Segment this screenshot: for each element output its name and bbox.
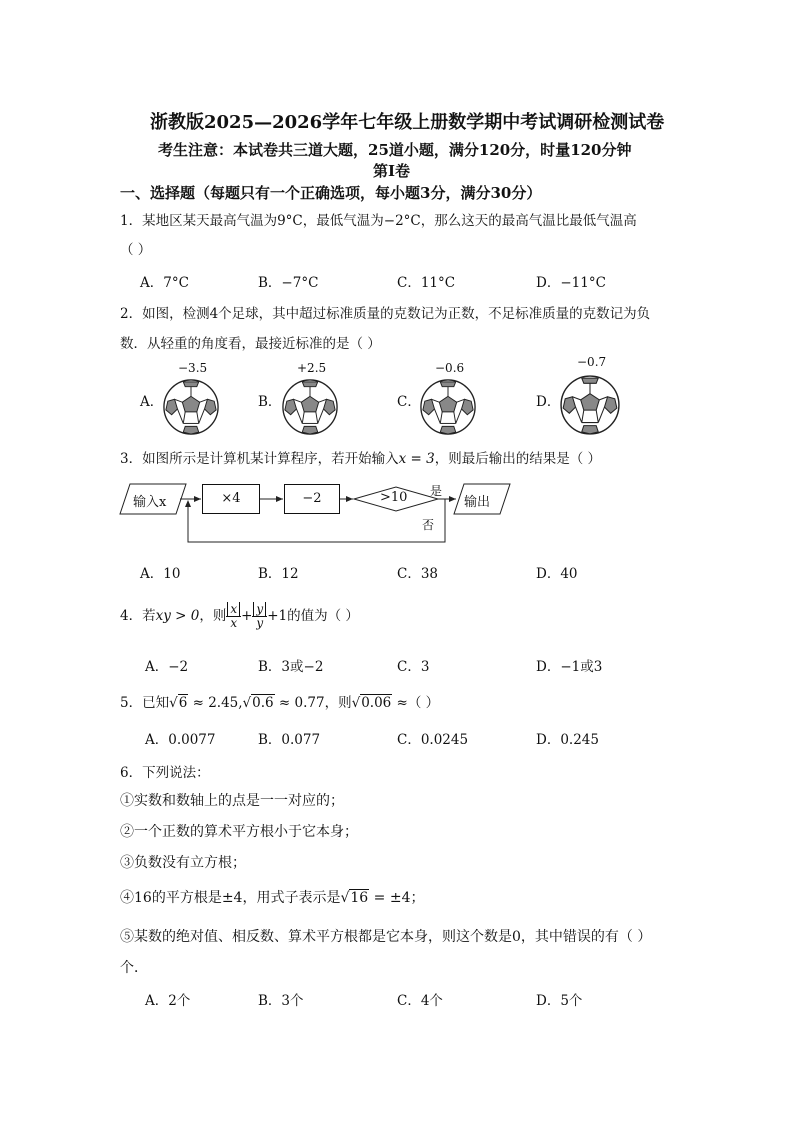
- statement-4-end: = ±4；: [369, 890, 425, 906]
- q4-frac2-num: y: [256, 602, 264, 616]
- q1-option-c[interactable]: C．11°C: [397, 275, 456, 291]
- q2-option-b[interactable]: B．: [258, 394, 282, 410]
- section-heading: 一、选择题（每题只有一个正确选项，每小题3分，满分30分）: [120, 184, 542, 202]
- flow-step2: −2: [302, 491, 322, 506]
- statement-5-end: 个．: [120, 960, 148, 976]
- soccer-ball-icon: [419, 378, 477, 436]
- question-3-text: [120, 447, 601, 467]
- statement-4: ④16的平方根是±4，用式子表示是√16 = ±4；: [120, 890, 425, 906]
- ball-a-value: −3.5: [178, 361, 208, 375]
- ball-b-value: +2.5: [297, 361, 327, 375]
- q4-prefix: 4．若: [120, 608, 156, 624]
- q6-option-c[interactable]: C．4个: [397, 993, 443, 1009]
- q2-option-d[interactable]: D．: [536, 394, 561, 410]
- q5-approx-1: ≈ 2.45,: [188, 695, 243, 711]
- q1-option-a[interactable]: A．7°C: [140, 275, 189, 291]
- question-2-text: 2．如图，检测4个足球，其中超过标准质量的克数记为正数，不足标准质量的克数记为负: [120, 306, 651, 322]
- q4-fraction-2: [252, 603, 267, 630]
- q4-suffix: +1的值为（ ）: [267, 608, 359, 624]
- question-3-prefix: 3．如图所示是计算机某计算程序，若开始输入: [120, 451, 399, 467]
- question-4-text: [120, 599, 359, 633]
- q6-option-a[interactable]: A．2个: [145, 993, 191, 1009]
- q3-option-b[interactable]: B．12: [258, 566, 299, 582]
- q4-option-b[interactable]: B．3或−2: [258, 659, 324, 675]
- q4-frac1-num: x: [230, 602, 238, 616]
- question-2-text-2: 数．从轻重的角度看，最接近标准的是（ ）: [120, 336, 381, 352]
- q4-fraction-1: [226, 603, 241, 630]
- q4-mid: ，则: [199, 608, 227, 624]
- ball-c-value: −0.6: [435, 361, 465, 375]
- q6-option-d[interactable]: D．5个: [536, 993, 583, 1009]
- q4-plus: +: [241, 608, 253, 624]
- question-3-input: x = 3: [398, 451, 435, 467]
- q4-option-d[interactable]: D．−1或3: [536, 659, 603, 675]
- statement-5: ⑤某数的绝对值、相反数、算术平方根都是它本身，则这个数是0，其中错误的有（ ）: [120, 929, 652, 945]
- ball-d-value: −0.7: [577, 355, 607, 369]
- q5-suffix: ≈（ ）: [392, 695, 440, 711]
- q5-option-a[interactable]: A．0.0077: [145, 732, 216, 748]
- q3-option-c[interactable]: C．38: [397, 566, 439, 582]
- question-5-text: 5．已知√6 ≈ 2.45,√0.6 ≈ 0.77，则√0.06 ≈（ ）: [120, 695, 440, 711]
- page-title: 浙教版2025—2026学年七年级上册数学期中考试调研检测试卷: [150, 112, 665, 133]
- flow-yes: 是: [430, 484, 443, 498]
- flow-subtract-box: [284, 484, 340, 514]
- soccer-ball-icon: [162, 378, 220, 436]
- soccer-ball-icon: [559, 374, 621, 436]
- statement-3: ③负数没有立方根；: [120, 855, 246, 871]
- question-1-text: 1．某地区某天最高气温为9°C，最低气温为−2°C，那么这天的最高气温比最低气温高: [120, 213, 637, 229]
- q1-option-d[interactable]: D．−11°C: [536, 275, 606, 291]
- q5-root-3: 0.06: [361, 695, 392, 711]
- statement-4-text: ④16的平方根是±4，用式子表示是: [120, 890, 341, 906]
- q5-option-b[interactable]: B．0.077: [258, 732, 321, 748]
- flow-no: 否: [422, 518, 435, 532]
- question-6-intro: 6．下列说法：: [120, 765, 210, 781]
- q5-option-d[interactable]: D．0.245: [536, 732, 599, 748]
- q6-option-b[interactable]: B．3个: [258, 993, 304, 1009]
- q5-option-c[interactable]: C．0.0245: [397, 732, 469, 748]
- flow-input: 输入x: [133, 495, 167, 510]
- q2-option-a[interactable]: A．: [140, 394, 164, 410]
- q1-option-b[interactable]: B．−7°C: [258, 275, 319, 291]
- statement-2: ②一个正数的算术平方根小于它本身；: [120, 824, 358, 840]
- question-3-suffix: ，则最后输出的结果是（ ）: [434, 451, 601, 467]
- flow-step1: ×4: [221, 491, 241, 506]
- statement-4-root: 16: [350, 890, 369, 906]
- q4-option-a[interactable]: A．−2: [145, 659, 189, 675]
- q4-frac2-den: y: [256, 616, 264, 630]
- flow-output: 输出: [464, 495, 491, 510]
- q5-mid: ，则: [324, 695, 352, 711]
- q3-option-a[interactable]: A．10: [140, 566, 181, 582]
- exam-notice: 考生注意：本试卷共三道大题，25道小题，满分120分，时量120分钟: [158, 141, 632, 159]
- q4-frac1-den: x: [230, 616, 238, 630]
- flow-condition: >10: [380, 490, 408, 505]
- q5-root-2: 0.6: [252, 695, 274, 711]
- q4-option-c[interactable]: C．3: [397, 659, 430, 675]
- q5-prefix: 5．已知: [120, 695, 170, 711]
- flow-multiply-box: [202, 484, 260, 514]
- volume-label: 第Ⅰ卷: [373, 162, 411, 180]
- question-1-blank: （ ）: [120, 242, 152, 258]
- q5-approx-2: ≈ 0.77: [274, 695, 325, 711]
- q2-option-c[interactable]: C．: [397, 394, 421, 410]
- soccer-ball-icon: [281, 378, 339, 436]
- q3-option-d[interactable]: D．40: [536, 566, 578, 582]
- statement-1: ①实数和数轴上的点是一一对应的；: [120, 793, 344, 809]
- q5-root-1: 6: [178, 695, 188, 711]
- q4-condition: xy > 0: [155, 608, 200, 624]
